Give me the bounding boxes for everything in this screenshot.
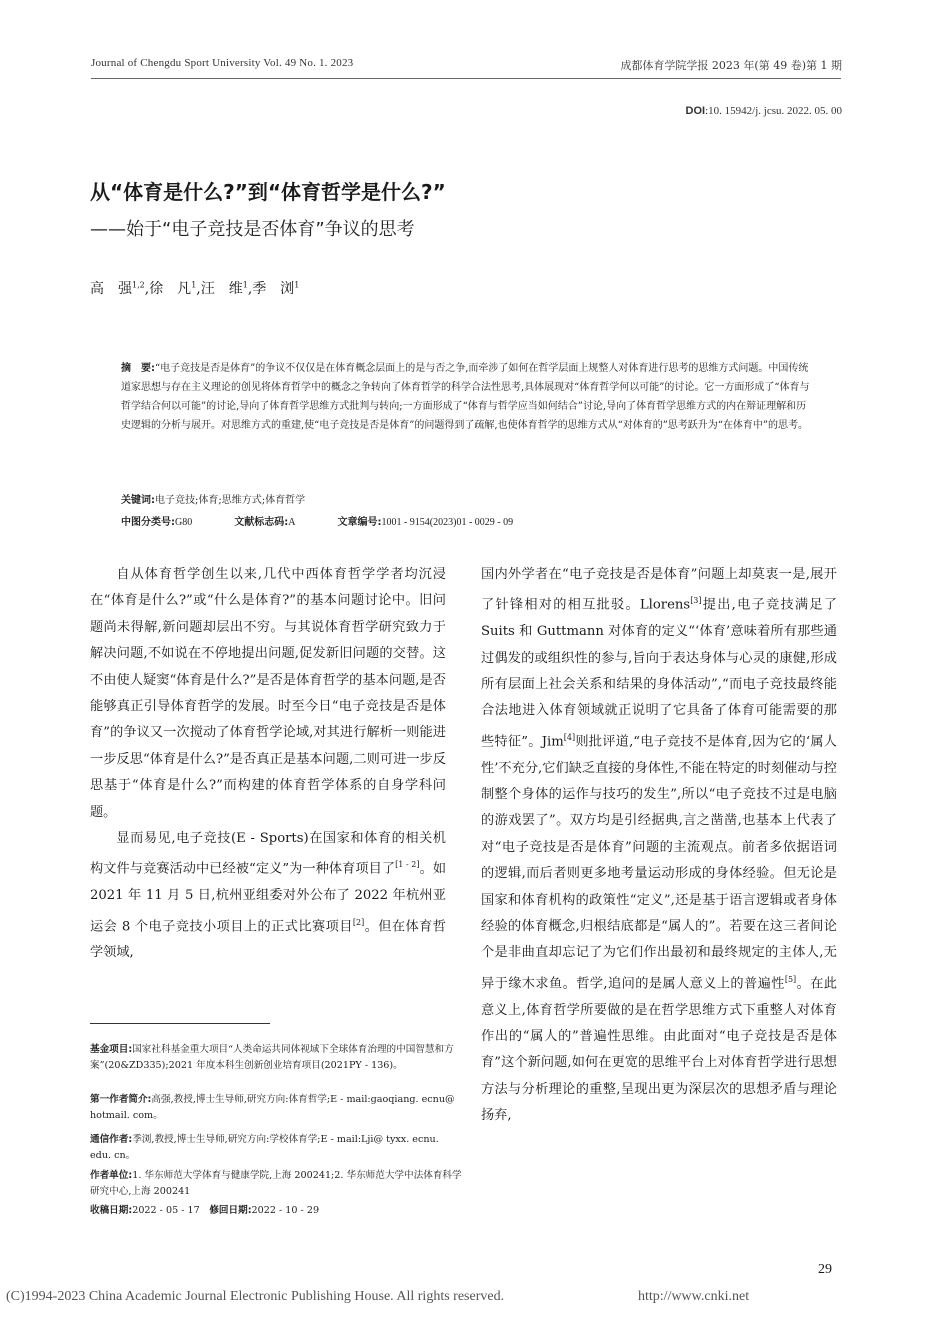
abstract [121,359,811,435]
doi-value: :10. 15942/j. jcsu. 2022. 05. 00 [705,105,842,117]
abstract-text: “电子竞技是否是体育”的争议不仅仅是在体育概念层面上的是与否之争,而牵涉了如何在哲学层面上规整人对体育进行思考的思维方式问题。中国传统道家思想与存在主义理论的创见将体育哲学中的概念之争转向了体育哲学的科学合法性思考,具体展现对“体育哲学何以可能”的讨论。它一方面形成了“体育与哲学结合何以可能”的讨论,导向了体育哲学思维方式批判与转向;一方面形成了“体育与哲学应当如何结合”讨论,导向了体育哲学思维方式的内在辩证理解和历史逻辑的分析与展开。对思维方式的重建,使“电子竞技是否是体育”的问题得到了疏解,也使体育哲学的思维方式从“对体育的”思考跃升为“在体育中”的思考。 [121,363,810,431]
running-header-left: Journal of Chengdu Sport University Vol. 49 No. 1. 2023 [91,57,354,69]
body-column-left [90,562,446,967]
keywords-text: 电子竞技;体育;思维方式;体育哲学 [155,495,306,506]
article-id-label: 文章编号: [337,517,382,528]
copyright-text: (C)1994-2023 China Academic Journal Electronic Publishing House. All rights reserved. [6,1289,505,1304]
citation: [3] [690,596,702,606]
footnote-funding: 基金项目:国家社科基金重大项目“人类命运共同体视域下全球体育治理的中国智慧和方案”(20&ZD335);2021 年度本科生创新创业培育项目(2021PY - 136)。 [90,1044,454,1071]
author: 高 强$^{1,2}$, [90,280,150,297]
author: 汪 维$^1$, [200,280,253,297]
author: 季 浏$^1$ [252,280,300,297]
doc-code-value: A [288,517,296,528]
footnote-rule [90,1023,270,1024]
clc-value: G80 [175,517,193,528]
paragraph: 国内外学者在“电子竞技是否是体育”问题上却莫衷一是,展开了针锋相对的相互批驳。Llorens[3]提出,电子竞技满足了 Suits 和 Guttmann 对体育的定义“‘体育’意味着所有那些通过偶发的或组织性的参与,旨向于表达身体与心灵的康健,形成所有层面上社会关系和结果的身体活动”,“而电子竞技最终能合法地进入体育领域就正说明了它具备了体育可能需要的那些特征”。Jim[4]则批评道,“电子竞技不是体育,因为它的‘属人性’不充分,它们缺乏直接的身体性,不能在特定的时刻催动与控制整个身体的运作与技巧的发生”,所以“电子竞技不过是电脑的游戏罢了”。双方均是引经据典,言之凿凿,也基本上代表了对“电子竞技是否是体育”问题的主流观点。前者多依据语词的逻辑,而后者则更多地考量运动形成的身体经验。但无论是国家和体育机构的政策性“定义”,还是基于语言逻辑或者身体经验的体育概念,归根结底都是“属人的”。若要在这三者间论个是非曲直却忘记了为它们作出最初和最终规定的主体人,无异于缘木求鱼。哲学,追问的是属人意义上的普遍性[5]。在此意义上,体育哲学所要做的是在哲学思维方式下重整人对体育作出的“属人的”普遍性思维。由此面对“电子竞技是否是体育”这个新问题,如何在更宽的思维平台上对体育哲学进行思想方法与分析理论的重整,呈现出更为深层次的思想矛盾与理论扬弃, [481,567,837,1124]
body-column-right [481,562,837,1130]
page-number: 29 [818,1262,832,1277]
footnote-affiliation: 作者单位:1. 华东师范大学体育与健康学院,上海 200241;2. 华东师范大学中法体育科学研究中心,上海 200241 [90,1170,462,1197]
footnote-corresponding-author: 通信作者:季浏,教授,博士生导师,研究方向:学校体育学;E - mail:Lji@ tyxx. ecnu. edu. cn。 [90,1134,439,1161]
article-id-value: 1001 - 9154(2023)01 - 0029 - 09 [381,517,514,528]
keywords-label: 关键词: [121,495,155,506]
footnote-dates: 收稿日期:2022 - 05 - 17 修回日期:2022 - 10 - 29 [90,1205,320,1216]
citation: [5] [784,974,797,984]
citation: [2] [352,917,365,927]
doi-line [686,105,842,117]
doc-code-label: 文献标志码: [234,517,289,528]
citation: [4] [563,732,576,742]
cnki-link[interactable]: http://www.cnki.net [638,1289,750,1304]
paragraph: 显而易见,电子竞技(E - Sports)在国家和体育的相关机构文件与竞赛活动中已经被“定义”为一种体育项目了[1 - 2]。如 2021 年 11 月 5 日,杭州亚组委对外公布了 2022 年杭州亚运会 8 个电子竞技小项目上的正式比赛项目[2]。但在体育哲学领域, [90,831,447,961]
abstract-label: 摘 要: [121,363,155,374]
header-rule [91,78,841,79]
paragraph: 自从体育哲学创生以来,几代中西体育哲学学者均沉浸在“体育是什么?”或“什么是体育?”的基本问题讨论中。旧问题尚未得解,新问题却层出不穷。与其说体育哲学研究致力于解决问题,不如说在不停地提出问题,促发新旧问题的交替。这不由使人疑窦“体育是什么?”是否是体育哲学的基本问题,是否能够真正引导体育哲学的发展。时至今日“电子竞技是否是体育”的争议又一次搅动了体育哲学论域,对其进行解析一则能进一步反思“体育是什么?”是否真正是基本问题,二则可进一步反思基于“体育是什么?”而构建的体育哲学体系的自身学科问题。 [90,567,446,820]
paper-title: 从“体育是什么?”到“体育哲学是什么?” [90,180,446,204]
author: 徐 凡$^1$, [149,280,201,297]
footnote-first-author: 第一作者简介:高强,教授,博士生导师,研究方向:体育哲学;E - mail:gaoqiang. ecnu@ hotmail. com。 [90,1094,455,1121]
clc-label: 中图分类号: [121,517,175,528]
doi-label: DOI [685,105,706,117]
classification-line [121,513,513,528]
keywords [121,491,305,506]
author-list [90,278,299,298]
citation: [1 - 2] [395,860,420,870]
running-header-right: 成都体育学院学报 2023 年(第 49 卷)第 1 期 [620,59,842,72]
paper-subtitle: ——始于“电子竞技是否体育”争议的思考 [90,219,415,240]
